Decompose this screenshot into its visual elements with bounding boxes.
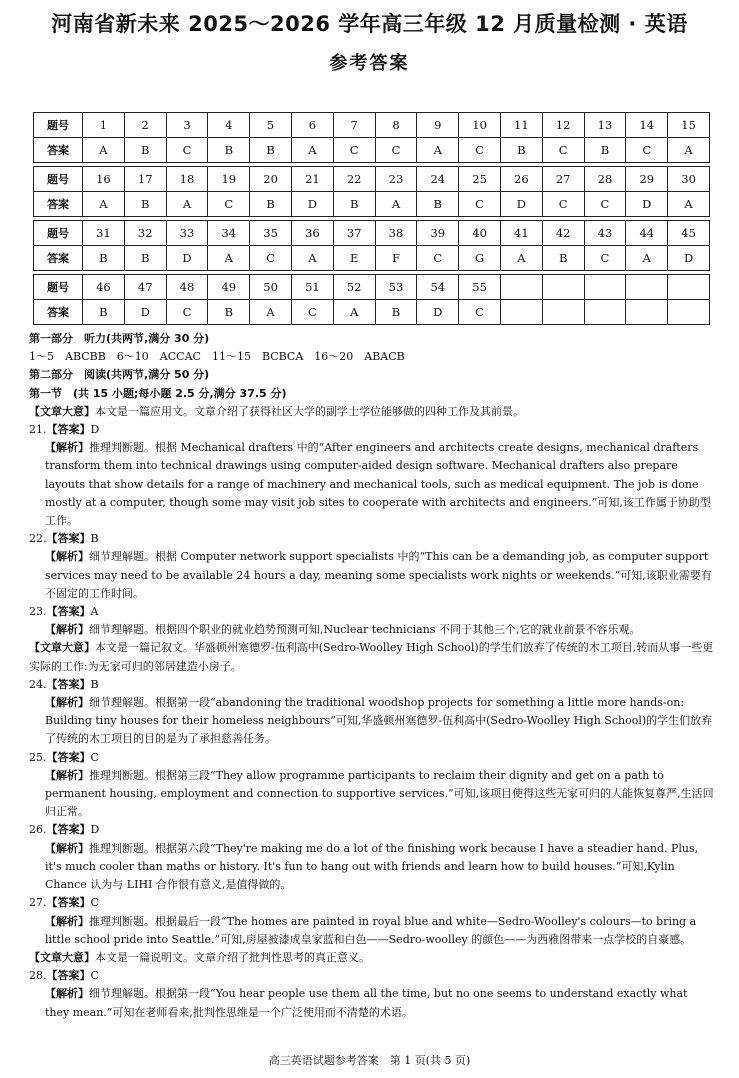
answer-cell: B <box>83 246 125 271</box>
question-number-cell: 2 <box>124 113 166 138</box>
question-number-cell: 42 <box>542 221 584 246</box>
question-number-cell: 6 <box>291 113 333 138</box>
question-number-cell: 33 <box>166 221 208 246</box>
q24-answer: 24.【答案】B <box>29 677 99 691</box>
q27-answer: 27.【答案】C <box>29 896 99 910</box>
summary-label: 【文章大意】 <box>29 404 95 418</box>
question-number-cell: 25 <box>459 167 501 192</box>
answer-cell <box>626 300 668 325</box>
question-number-row <box>34 275 710 300</box>
question-number-cell: 24 <box>417 167 459 192</box>
question-number-cell: 43 <box>584 221 626 246</box>
answer-cell: B <box>250 192 292 217</box>
answer-cell: A <box>500 246 542 271</box>
q21-analysis: 【解析】推理判断题。根据 Mechanical drafters 中的“After engineers and architects create designs, mechanical drafters transform them into technical drawings using computer-aided design software. Mechanical drafters also prepare layouts that show details for a range of machinery and mechanical tools, such as medical equipment. The job is done mostly at a computer, though some may visit job sites to cooperate with architects and engineers.”可知,该工作属于协助型工作。 <box>45 441 711 528</box>
answer-cell: D <box>166 246 208 271</box>
answer-table <box>33 112 710 163</box>
question-number-cell: 30 <box>668 167 710 192</box>
q22-answer: 22.【答案】B <box>29 532 99 546</box>
answer-cell: A <box>166 192 208 217</box>
document-title: 河南省新未来 2025～2026 学年高三年级 12 月质量检测 · 英语 <box>51 12 688 36</box>
answer-cell: C <box>459 138 501 163</box>
question-number-cell: 45 <box>668 221 710 246</box>
answer-cell: A <box>333 300 375 325</box>
answer-cell: C <box>417 246 459 271</box>
question-number-cell: 46 <box>83 275 125 300</box>
answer-row <box>34 300 710 325</box>
answer-cell: C <box>208 192 250 217</box>
question-number-cell: 4 <box>208 113 250 138</box>
question-number-cell: 44 <box>626 221 668 246</box>
answer-cell: B <box>500 138 542 163</box>
q23-analysis: 【解析】细节理解题。根据四个职业的就业趋势预测可知,Nuclear technicians 不同于其他三个,它的就业前景不容乐观。 <box>45 623 641 637</box>
question-number-cell: 19 <box>208 167 250 192</box>
answer-cell: C <box>166 300 208 325</box>
answer-cell: C <box>542 192 584 217</box>
answer-cell: A <box>668 138 710 163</box>
question-number-cell: 37 <box>333 221 375 246</box>
answer-cell: A <box>417 138 459 163</box>
answer-cell: B <box>250 138 292 163</box>
answer-cell: A <box>375 192 417 217</box>
answer-cell: C <box>459 192 501 217</box>
answer-cell: C <box>333 138 375 163</box>
answer-cell: G <box>459 246 501 271</box>
part2-heading: 第二部分 阅读(共两节,满分 50 分) <box>29 368 210 382</box>
question-number-cell: 31 <box>83 221 125 246</box>
answer-cell: B <box>375 300 417 325</box>
question-number-cell: 14 <box>626 113 668 138</box>
question-number-cell <box>542 275 584 300</box>
question-number-cell: 29 <box>626 167 668 192</box>
answer-cell: A <box>83 138 125 163</box>
question-number-cell: 55 <box>459 275 501 300</box>
document-subtitle: 参考答案 <box>329 53 410 74</box>
explanations <box>29 330 714 1022</box>
question-number-cell: 16 <box>83 167 125 192</box>
answer-cell: C <box>291 300 333 325</box>
answer-table <box>33 166 710 217</box>
part1-heading: 第一部分 听力(共两节,满分 30 分) <box>29 332 210 345</box>
q26-analysis: 【解析】推理判断题。根据第六段“They're making me do a lot of the finishing work because I have a steadier hand. Plus, it's much cooler than maths or history. It's fun to hang out with friends and learn how to build houses.”可知,Kylin Chance 认为与 LIHI 合作很有意义,是值得做的。 <box>45 841 699 892</box>
answer-cell: A <box>83 192 125 217</box>
question-number-cell: 18 <box>166 167 208 192</box>
question-number-cell: 48 <box>166 275 208 300</box>
part1-answers: 1～5 ABCBB 6～10 ACCAC 11～15 BCBCA 16～20 ABACB <box>29 350 405 364</box>
answer-cell: A <box>291 138 333 163</box>
row-header: 答案 <box>34 246 83 271</box>
answer-key-tables <box>33 112 710 328</box>
answer-cell: A <box>250 300 292 325</box>
row-header: 答案 <box>34 192 83 217</box>
answer-cell: C <box>250 246 292 271</box>
answer-cell: D <box>626 192 668 217</box>
question-number-cell: 3 <box>166 113 208 138</box>
question-number-row <box>34 167 710 192</box>
question-number-cell: 36 <box>291 221 333 246</box>
answer-row <box>34 246 710 271</box>
answer-cell: C <box>166 138 208 163</box>
answer-cell: A <box>208 246 250 271</box>
question-number-cell: 54 <box>417 275 459 300</box>
question-number-cell: 38 <box>375 221 417 246</box>
answer-cell: D <box>500 192 542 217</box>
answer-cell <box>500 300 542 325</box>
answer-cell <box>542 300 584 325</box>
question-number-cell: 50 <box>250 275 292 300</box>
row-header: 题号 <box>34 275 83 300</box>
answer-cell: D <box>668 246 710 271</box>
q25-answer: 25.【答案】C <box>29 750 99 764</box>
answer-cell: C <box>584 246 626 271</box>
answer-cell: B <box>584 138 626 163</box>
answer-cell <box>584 300 626 325</box>
answer-cell: E <box>333 246 375 271</box>
answer-cell: D <box>291 192 333 217</box>
q25-analysis: 【解析】推理判断题。根据第三段“They allow programme participants to reclaim their dignity and get on a path to permanent housing, employment and connection to supportive services.”可知,该项目使得这些无家可归的人能恢复尊严,生活回归正常。 <box>45 768 714 819</box>
q23-answer: 23.【答案】A <box>29 605 99 619</box>
question-number-cell <box>500 275 542 300</box>
question-number-cell: 9 <box>417 113 459 138</box>
question-number-cell: 35 <box>250 221 292 246</box>
answer-table <box>33 220 710 271</box>
answer-cell: C <box>375 138 417 163</box>
answer-cell: B <box>124 192 166 217</box>
question-number-cell: 39 <box>417 221 459 246</box>
q26-answer: 26.【答案】D <box>29 823 100 837</box>
question-number-cell: 12 <box>542 113 584 138</box>
answer-cell: D <box>124 300 166 325</box>
answer-cell: C <box>584 192 626 217</box>
answer-cell: A <box>291 246 333 271</box>
question-number-cell <box>668 275 710 300</box>
answer-cell: B <box>208 300 250 325</box>
question-number-cell: 23 <box>375 167 417 192</box>
question-number-cell: 49 <box>208 275 250 300</box>
row-header: 答案 <box>34 138 83 163</box>
question-number-cell: 17 <box>124 167 166 192</box>
passage-b-summary: 【文章大意】本文是一篇记叙文。华盛顿州塞德罗-伍利高中(Sedro-Woolley High School)的学生们放弃了传统的木工项目,转而从事一些更实际的工作:为无家可归的邻居建造小房子。 <box>29 641 714 673</box>
question-number-cell: 13 <box>584 113 626 138</box>
row-header: 答案 <box>34 300 83 325</box>
answer-table <box>33 274 710 325</box>
answer-cell: B <box>333 192 375 217</box>
q22-analysis: 【解析】细节理解题。根据 Computer network support specialists 中的“This can be a demanding job, as computer support services may need to be available 24 hours a day, meaning some specialists work nights or weekends.”可知,该职业需要有不固定的工作时间。 <box>45 550 712 600</box>
answer-cell: B <box>417 192 459 217</box>
answer-cell: B <box>124 246 166 271</box>
question-number-cell <box>626 275 668 300</box>
row-header: 题号 <box>34 167 83 192</box>
question-number-cell: 47 <box>124 275 166 300</box>
question-number-cell: 27 <box>542 167 584 192</box>
question-number-cell: 40 <box>459 221 501 246</box>
answer-cell: B <box>542 246 584 271</box>
question-number-cell: 53 <box>375 275 417 300</box>
question-number-cell: 10 <box>459 113 501 138</box>
question-number-cell: 41 <box>500 221 542 246</box>
question-number-cell: 8 <box>375 113 417 138</box>
question-number-cell: 21 <box>291 167 333 192</box>
question-number-cell: 32 <box>124 221 166 246</box>
q27-analysis: 【解析】推理判断题。根据最后一段“The homes are painted in royal blue and white—Sedro-Woolley's colours—to bring a little school pride into Seattle.”可知,房屋被漆成皇家蓝和白色——Sedro-woolley 的颜色——为西雅图带来一点学校的自豪感。 <box>45 914 697 946</box>
question-number-row <box>34 113 710 138</box>
answer-cell: B <box>124 138 166 163</box>
answer-cell: B <box>83 300 125 325</box>
passage-a-summary: 【文章大意】本文是一篇应用文。文章介绍了获得社区大学的副学士学位能够做的四种工作及其前景。 <box>29 404 524 418</box>
row-header: 题号 <box>34 113 83 138</box>
answer-row <box>34 138 710 163</box>
section1-heading: 第一节 (共 15 小题;每小题 2.5 分,满分 37.5 分) <box>29 386 287 400</box>
q28-analysis: 【解析】细节理解题。根据第一段“You hear people use them all the time, but no one seems to understand exactly what they mean.”可知在老师看来,批判性思维是一个广泛使用而不清楚的术语。 <box>45 987 688 1019</box>
answer-cell: A <box>626 246 668 271</box>
answer-cell: C <box>626 138 668 163</box>
q24-analysis: 【解析】细节理解题。根据第一段“abandoning the traditional woodshop projects for something a little more hands-on: Building tiny houses for their homeless neighbours”可知,华盛顿州塞德罗-伍利高中(Sedro-Woolley High School)的学生们放弃了传统的木工项目的目的是为了承担慈善任务。 <box>45 696 713 746</box>
question-number-cell: 28 <box>584 167 626 192</box>
answer-cell: C <box>459 300 501 325</box>
question-number-cell: 7 <box>333 113 375 138</box>
row-header: 题号 <box>34 221 83 246</box>
question-number-cell: 11 <box>500 113 542 138</box>
question-number-cell: 22 <box>333 167 375 192</box>
question-number-cell: 26 <box>500 167 542 192</box>
question-number-row <box>34 221 710 246</box>
question-number-cell: 20 <box>250 167 292 192</box>
answer-cell: B <box>208 138 250 163</box>
q21-answer: 21.【答案】D <box>29 423 100 437</box>
question-number-cell: 34 <box>208 221 250 246</box>
question-number-cell: 1 <box>83 113 125 138</box>
answer-cell <box>668 300 710 325</box>
answer-cell: C <box>542 138 584 163</box>
page-footer: 高三英语试题参考答案 第 1 页(共 5 页) <box>268 1054 471 1067</box>
question-number-cell: 52 <box>333 275 375 300</box>
q28-answer: 28.【答案】C <box>29 969 99 983</box>
answer-cell: A <box>668 192 710 217</box>
question-number-cell: 5 <box>250 113 292 138</box>
answer-row <box>34 192 710 217</box>
answer-cell: D <box>417 300 459 325</box>
question-number-cell <box>584 275 626 300</box>
passage-c-summary: 【文章大意】本文是一篇说明文。文章介绍了批判性思考的真正意义。 <box>29 950 370 964</box>
answer-cell: F <box>375 246 417 271</box>
question-number-cell: 15 <box>668 113 710 138</box>
question-number-cell: 51 <box>291 275 333 300</box>
